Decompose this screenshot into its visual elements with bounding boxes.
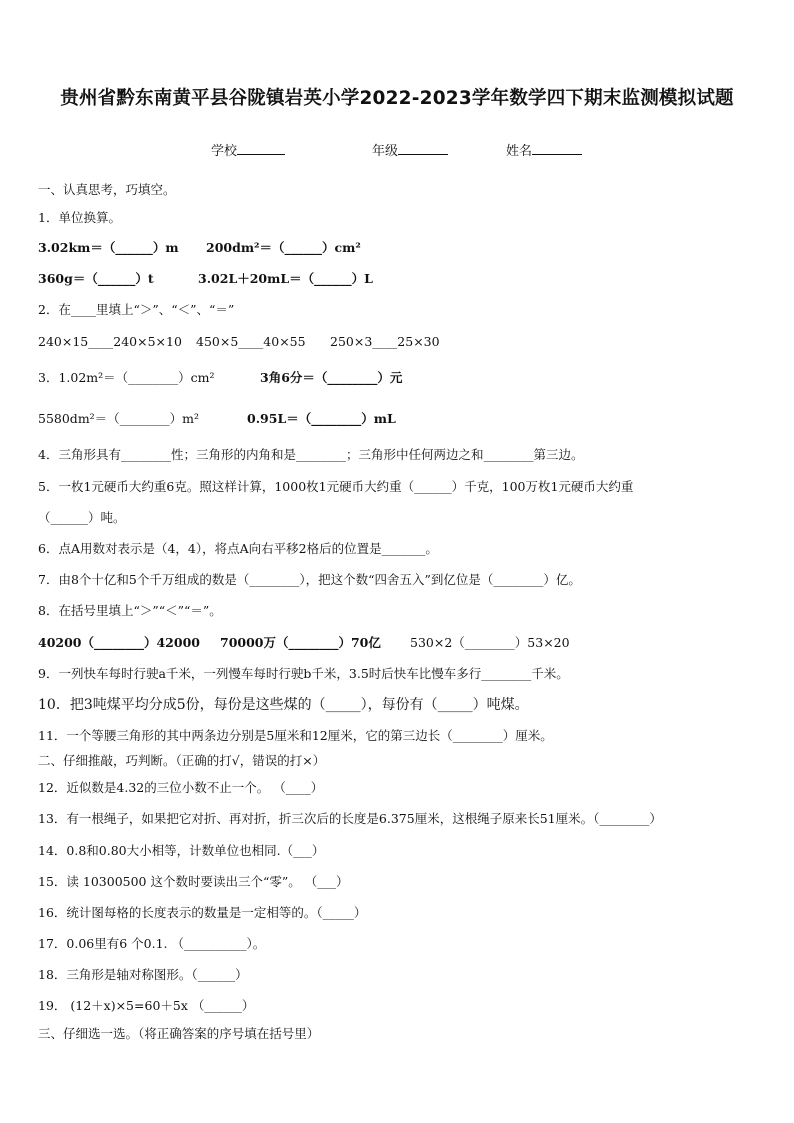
question-8-row: [38, 635, 570, 651]
question-7: 7．由8个十亿和5个千万组成的数是（________），把这个数“四舍五入”到亿位是（________）亿。: [38, 572, 581, 587]
grade-field: [372, 140, 448, 159]
question-11: 11．一个等腰三角形的其中两条边分别是5厘米和12厘米，它的第三边长（________）厘米。: [38, 728, 553, 743]
question-12: 12．近似数是4.32的三位小数不止一个。 （____）: [38, 780, 324, 795]
question-5: 5．一枚1元硬币大约重6克。照这样计算，1000枚1元硬币大约重（______）千克，100万枚1元硬币大约重: [38, 479, 634, 494]
question-4: 4．三角形具有________性；三角形的内角和是________；三角形中任何两边之和________第三边。: [38, 447, 584, 462]
question-3-row-1: [38, 370, 403, 386]
question-3-item: 3角6分＝（________）元: [260, 370, 403, 385]
section-heading-2: 二、仔细推敲，巧判断。（正确的打√，错误的打×）: [38, 753, 326, 768]
question-9: 9．一列快车每时行驶a千米，一列慢车每时行驶b千米，3.5时后快车比慢车多行________千米。: [38, 666, 569, 681]
question-14: 14．0.8和0.80大小相等，计数单位也相同.（___）: [38, 843, 325, 858]
question-2-item: 250×3____25×30: [330, 334, 440, 349]
question-6: 6．点A用数对表示是（4，4），将点A向右平移2格后的位置是_______。: [38, 541, 438, 556]
name-label: 姓名: [506, 144, 533, 159]
page-title: 贵州省黔东南黄平县谷陇镇岩英小学2022-2023学年数学四下期末监测模拟试题: [60, 88, 734, 109]
question-1-item: 3.02km＝（______）m: [38, 240, 179, 255]
question-8-title: 8．在括号里填上“＞”“＜”“＝”。: [38, 603, 222, 618]
question-3-item: 3．1.02m²＝（________）cm²: [38, 370, 215, 385]
name-field: [506, 140, 582, 159]
question-16: 16．统计图每格的长度表示的数量是一定相等的。（_____）: [38, 905, 367, 920]
name-blank[interactable]: [532, 142, 582, 155]
grade-blank[interactable]: [398, 142, 448, 155]
question-18: 18．三角形是轴对称图形。（______）: [38, 967, 248, 982]
question-3-row-2: [38, 411, 396, 427]
question-8-item: 40200（________）42000: [38, 635, 200, 650]
question-17: 17．0.06里有6 个0.1. （__________）。: [38, 936, 266, 951]
question-8-item: 70000万（________）70亿: [220, 635, 381, 650]
question-3-item: 0.95L＝（________）mL: [247, 411, 396, 426]
question-2-item: 450×5____40×55: [196, 334, 306, 349]
question-10: 10．把3吨煤平均分成5份，每份是这些煤的（_____），每份有（_____）吨煤。: [38, 697, 529, 713]
question-1-item: 360g＝（______）t: [38, 271, 154, 286]
section-heading-1: 一、认真思考，巧填空。: [38, 182, 176, 197]
school-label: 学校: [211, 144, 238, 159]
grade-label: 年级: [372, 144, 399, 159]
school-blank[interactable]: [237, 142, 285, 155]
question-1-title: 1．单位换算。: [38, 210, 121, 225]
question-8-item: 530×2（________）53×20: [410, 635, 570, 650]
question-3-item: 5580dm²＝（________）m²: [38, 411, 200, 426]
school-field: [211, 140, 285, 159]
question-2-row: [38, 334, 440, 350]
question-19: 19． (12＋x)×5=60＋5x （______）: [38, 998, 255, 1013]
question-1-item: 3.02L＋20mL＝（______）L: [198, 271, 373, 286]
question-1-item: 200dm²＝（______）cm²: [206, 240, 361, 255]
question-1-row-1: [38, 240, 361, 256]
question-5-continued: （______）吨。: [38, 510, 126, 525]
question-2-item: 240×15____240×5×10: [38, 334, 182, 349]
question-2-title: 2．在____里填上“＞”、“＜”、“＝”: [38, 302, 235, 317]
question-13: 13．有一根绳子，如果把它对折、再对折，折三次后的长度是6.375厘米，这根绳子原来长51厘米。（________）: [38, 811, 662, 826]
question-1-row-2: [38, 271, 373, 287]
section-heading-3: 三、仔细选一选。（将正确答案的序号填在括号里）: [38, 1026, 320, 1041]
question-15: 15．读 10300500 这个数时要读出三个“零”。 （___）: [38, 874, 349, 889]
